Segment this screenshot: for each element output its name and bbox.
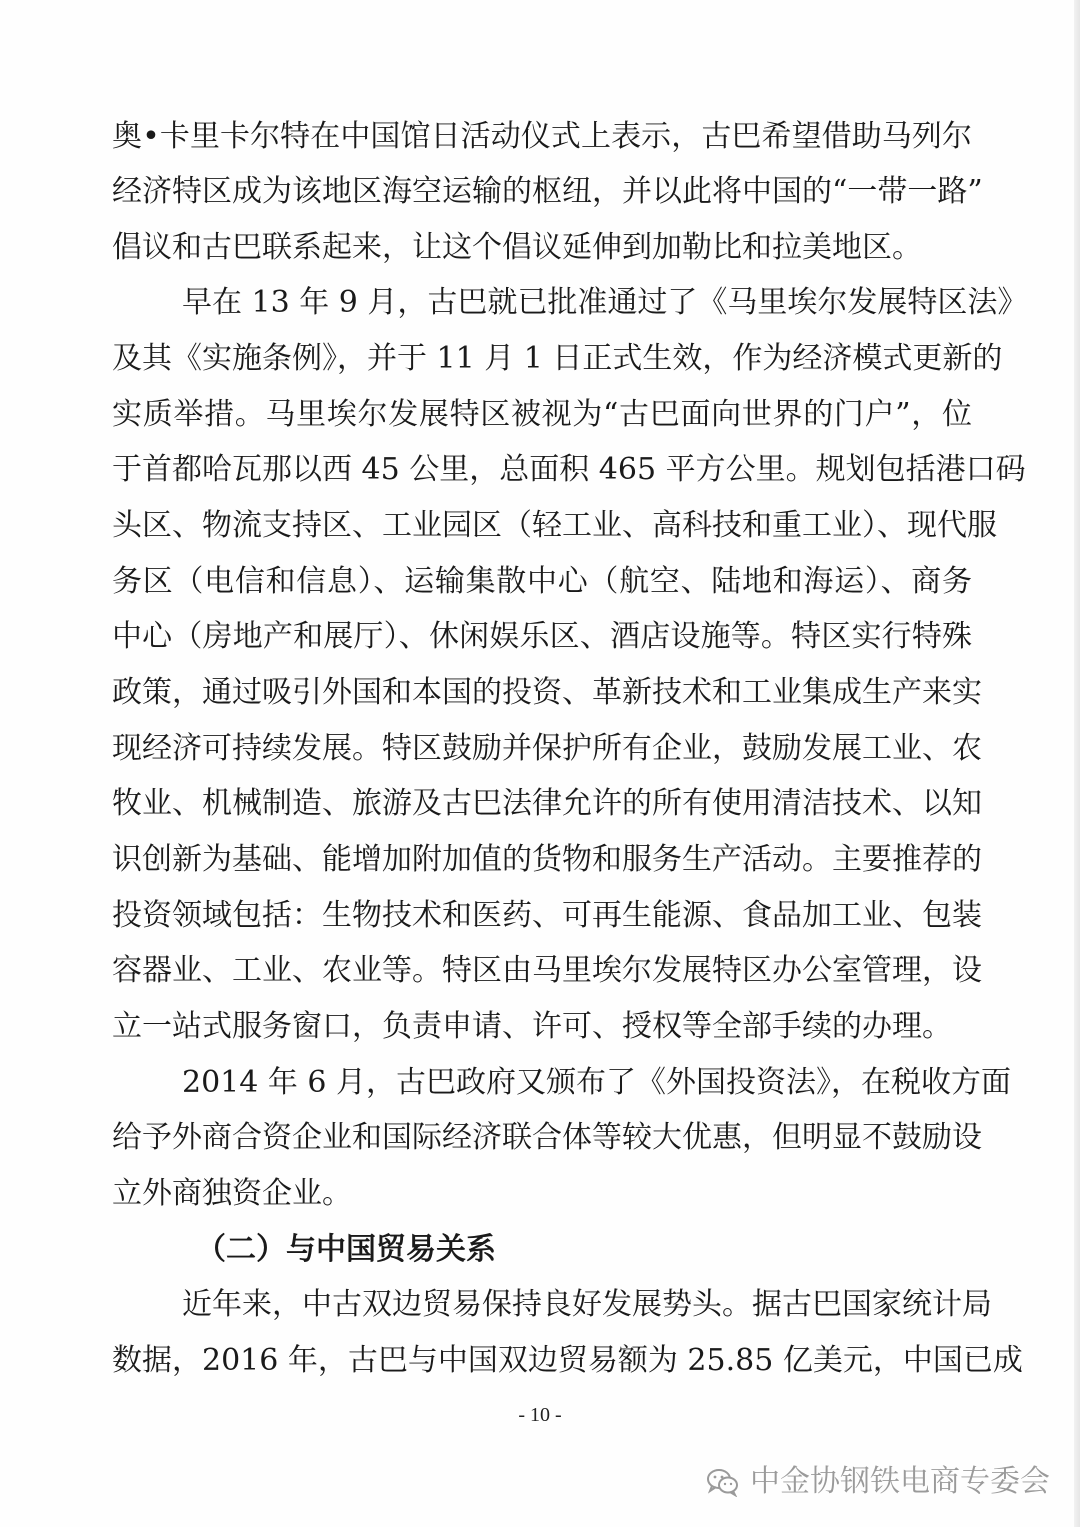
paragraph-line: 近年来，中古双边贸易保持良好发展势头。据古巴国家统计局: [182, 1287, 992, 1322]
paragraph-line: 数据，2016 年，古巴与中国双边贸易额为 25.85 亿美元，中国已成: [112, 1343, 1023, 1378]
paragraph-line: 容器业、工业、农业等。特区由马里埃尔发展特区办公室管理，设: [112, 953, 982, 988]
paragraph-line: 倡议和古巴联系起来，让这个倡议延伸到加勒比和拉美地区。: [112, 230, 922, 265]
paragraph-line: 牧业、机械制造、旅游及古巴法律允许的所有使用清洁技术、以知: [112, 786, 982, 821]
paragraph-line: 经济特区成为该地区海空运输的枢纽，并以此将中国的“一带一路”: [112, 174, 983, 209]
paragraph-line: 头区、物流支持区、工业园区（轻工业、高科技和重工业）、现代服: [112, 508, 997, 543]
page-number: - 10 -: [518, 1404, 562, 1426]
paragraph-line: 政策，通过吸引外国和本国的投资、革新技术和工业集成生产来实: [112, 675, 982, 710]
wechat-icon: [706, 1467, 740, 1497]
section-heading: （二）与中国贸易关系: [196, 1232, 496, 1267]
watermark: [706, 1462, 1050, 1502]
paragraph-line: 立外商独资企业。: [112, 1176, 352, 1211]
paragraph-line: 2014 年 6 月，古巴政府又颁布了《外国投资法》，在税收方面: [182, 1065, 1012, 1100]
paragraph-line: 给予外商合资企业和国际经济联合体等较大优惠，但明显不鼓励设: [112, 1120, 982, 1155]
paragraph-line: 立一站式服务窗口，负责申请、许可、授权等全部手续的办理。: [112, 1009, 952, 1044]
paragraph-line: 早在 13 年 9 月，古巴就已批准通过了《马里埃尔发展特区法》: [182, 285, 1028, 320]
paragraph-line: 及其《实施条例》，并于 11 月 1 日正式生效，作为经济模式更新的: [112, 341, 1003, 376]
paragraph-line: 识创新为基础、能增加附加值的货物和服务生产活动。主要推荐的: [112, 842, 982, 877]
paragraph-line: 于首都哈瓦那以西 45 公里，总面积 465 平方公里。规划包括港口码: [112, 452, 1026, 487]
paragraph-line: 务区（电信和信息）、运输集散中心（航空、陆地和海运）、商务: [112, 564, 972, 599]
watermark-text: 中金协钢铁电商专委会: [750, 1464, 1050, 1499]
scan-edge: [1074, 0, 1080, 1527]
paragraph-line: 实质举措。马里埃尔发展特区被视为“古巴面向世界的门户”，位: [112, 397, 972, 432]
paragraph-line: 奥•卡里卡尔特在中国馆日活动仪式上表示，古巴希望借助马列尔: [112, 119, 972, 154]
paragraph-line: 中心（房地产和展厅）、休闲娱乐区、酒店设施等。特区实行特殊: [112, 619, 972, 654]
paragraph-line: 现经济可持续发展。特区鼓励并保护所有企业，鼓励发展工业、农: [112, 731, 982, 766]
paragraph-line: 投资领域包括：生物技术和医药、可再生能源、食品加工业、包装: [112, 898, 982, 933]
